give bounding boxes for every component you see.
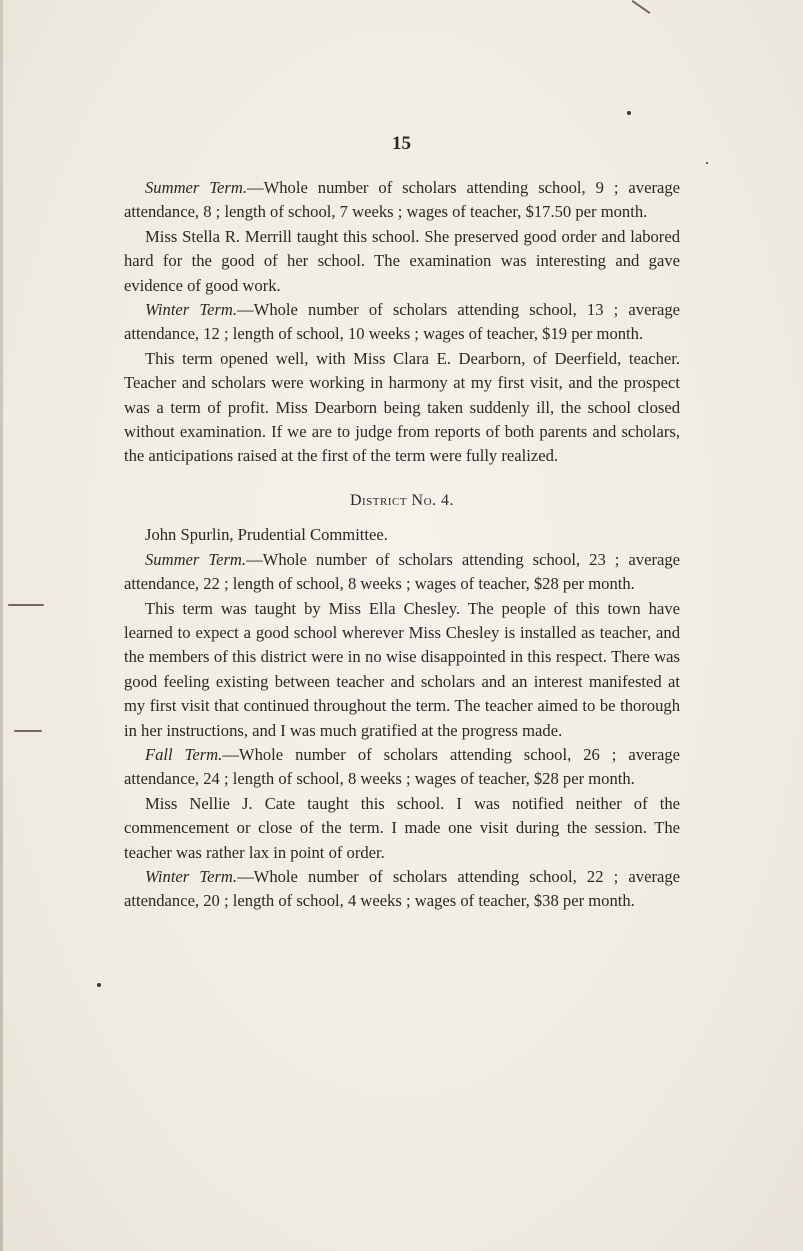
- ink-speck: [627, 111, 631, 115]
- summer-term-paragraph: [124, 548, 680, 597]
- page-number: 15: [392, 133, 411, 154]
- summer-term-paragraph: [124, 176, 680, 225]
- body-text: [124, 176, 680, 914]
- ink-speck: [97, 983, 101, 987]
- page-edge-shadow: [0, 0, 3, 1251]
- paragraph: Miss Stella R. Merrill taught this school. She preserved good order and labored hard for the good of her school. The examination was interesting and gave evidence of good work.: [124, 226, 680, 295]
- margin-mark: [8, 604, 44, 606]
- term-details: —Whole number of scholars attending school, 9 ; average attendance, 8 ; length of school, 7 weeks ; wages of teacher, $17.50 per month.: [124, 178, 680, 222]
- term-label: Summer Term.: [145, 178, 247, 197]
- term-label: Summer Term.: [145, 549, 247, 569]
- ink-speck: [706, 162, 708, 164]
- paragraph: Miss Nellie J. Cate taught this school. I was notified neither of the commencement or close of the term. I made one visit during the session. The teacher was rather lax in point of order.: [124, 793, 680, 862]
- district-heading: District No. 4.: [349, 491, 455, 509]
- term-details: —Whole number of scholars attending school, 26 ; average attendance, 24 ; length of school, 8 weeks ; wages of teacher, $28 per month.: [124, 744, 680, 789]
- term-details: —Whole number of scholars attending school, 22 ; average attendance, 20 ; length of school, 4 weeks ; wages of teacher, $38 per month.: [124, 866, 680, 911]
- term-details: —Whole number of scholars attending school, 13 ; average attendance, 12 ; length of school, 10 weeks ; wages of teacher, $19 per month.: [124, 300, 680, 344]
- term-label: Winter Term.: [145, 300, 238, 320]
- paragraph: This term was taught by Miss Ella Chesley. The people of this town have learned to expect a good school wherever Miss Chesley is installed as teacher, and the members of this district were in no wise disappointed in this respect. There was good feeling existing between teacher and scholars and an interest manifested at my first visit that continued throughout the term. The teacher aimed to be thorough in her instructions, and I was much gratified at the progress made.: [124, 598, 680, 740]
- term-details: —Whole number of scholars attending school, 23 ; average attendance, 22 ; length of school, 8 weeks ; wages of teacher, $28 per month.: [124, 549, 680, 594]
- winter-term-paragraph: [124, 865, 680, 914]
- fall-term-paragraph: [124, 743, 680, 792]
- corner-tear-mark: [631, 0, 650, 14]
- margin-mark: [14, 730, 42, 732]
- term-label: Fall Term.: [145, 744, 223, 764]
- paragraph: This term opened well, with Miss Clara E. Dearborn, of Deerfield, teacher. Teacher and scholars were working in harmony at my first visit, and the prospect was a term of profit. Miss Dearborn being taken suddenly ill, the school closed without examination. If we are to judge from reports of both parents and scholars, the anticipations raised at the first of the term were fully realized.: [124, 348, 680, 466]
- committee-line: John Spurlin, Prudential Committee.: [145, 525, 388, 545]
- winter-term-paragraph: [124, 298, 680, 347]
- term-label: Winter Term.: [145, 866, 238, 886]
